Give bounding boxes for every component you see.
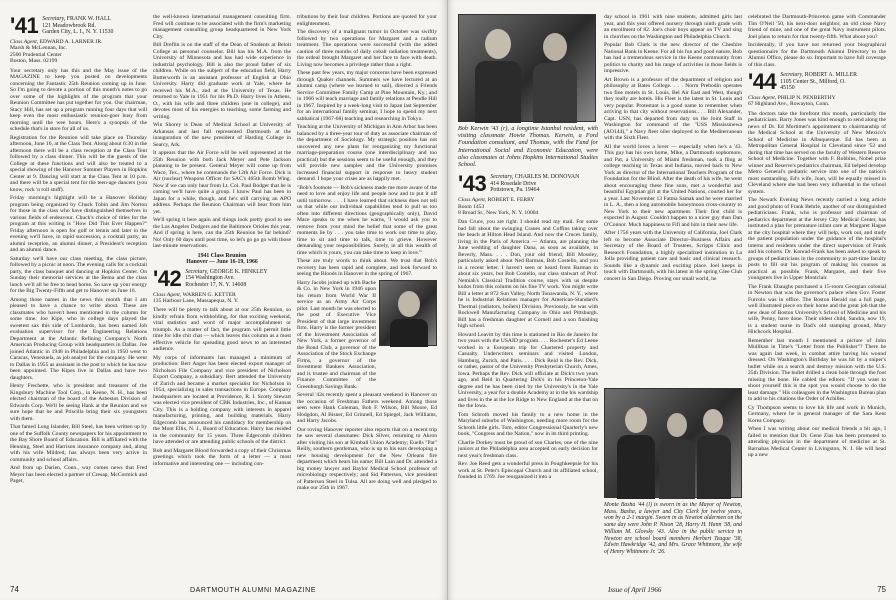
photo-face-2 (667, 413, 687, 437)
paragraph: the well-known international management consulting firm. Fred will continue to be associated with the firm's marketing management consulting group headquartered in New York City. (153, 14, 291, 40)
class-41-agent (10, 39, 147, 65)
secretary-address-2: Rochester 17, N. Y. 14608 (185, 281, 247, 288)
secretary-label: Secretary, (185, 268, 209, 275)
class-43-header (458, 171, 598, 197)
class-43-agent (458, 197, 598, 216)
paragraph: My corps of informants has managed a minimum of production: Bert Anger has been elected export manager of Nicholson File Company and vice president of Nicholson Export Company, a subsidiary. Bert attended the University of Zurich and became a market specialist for Nicholson in 1954, specializing in sales transactions in Europe. Company headquarters are located at Providence, R. I. Scotty Stewart was elected vice president of CBK Industries, Inc., of Kansas City. This is a holding company with interests in apparel manufacturing, printing, and building materials. Harry Edgecomb has announced his candidacy for membership on the Mont Ellis, N. J., Board of Education. Harry has resided in the community for 15 years. Three Edgecomb children have attended or are attending public schools of the district. (153, 354, 291, 446)
paragraph: day school in 1961 with nine students, admitted girls last year, and this year offered nursery through ninth grade with an enrollment of 82. Joe's choir boys appear on TV and sing in churches on the Washington and Philadelphia Church. (604, 14, 742, 40)
secretary-name: CHARLES M. DONOVAN (514, 174, 580, 181)
paragraph: These are truly words to think about. We trust that Bob's recovery has been rapid and complete, and look forward to seeing the Bloods in Hanover in the spring of 1967. (297, 258, 437, 277)
agent-label: Class Agent, (458, 197, 487, 204)
paragraph: Tom Schroth moved his family to a new home in the Maryland suburbs of Washington, needing more room for the Schroth little girls. Tom, editor Congressional Quarterly's new book, "Congress and the Nation," now in its third printing. (458, 411, 598, 438)
left-column-2 (153, 14, 291, 579)
secretary-address-2: 45150 (780, 85, 795, 92)
photo-face-3 (703, 409, 723, 433)
paragraph: Rev. Joe Reed gets a wonderful press in Poughkeepsie for his work at St. Peter's Episcopal Church and its affiliated school, founded in 1769. Joe reorganized it into a (458, 461, 598, 481)
agent-address-1: 67 Highland Ave., Rowayton, Conn. (748, 101, 830, 108)
agent-address-1: Room 1453 (458, 203, 485, 210)
paragraph: Charlie Dorkey must be proud of son Charles, one of the nine juniors at the Philadelphia area accepted on early decision for next year's freshman class. (458, 439, 598, 459)
paragraph: "Bob's footnote — Bob's sickness made me more aware of the need to love and enjoy life and people now and to put it off until tomorrow. . . . I have learned that sickness does not tell us that while our individual capabilities tend to pull us too often into different directions (geographically only), David Mace speaks to me when he warns, 'I would ask you to remove from your mind the belief that some of the great moments lie by . . . you take time to work out time to play, time to sit and time to talk, time to grieve. However demanding your responsibilities. Surely, in all this wealth of time which is yours, you can take time to keep in love.'" (297, 184, 437, 256)
photo-face-right (543, 33, 567, 61)
agent-address-1: 135 Harbour Lane, Massapequa, N. Y. (153, 297, 239, 304)
agent-name: WARREN G. KETTER (182, 291, 236, 298)
portrait-face (398, 291, 420, 317)
left-column-1 (10, 14, 147, 579)
paragraph: Dan Cruce, you are right. I should read my mail. For some bad fall about the swinging Cranes and Coffins taking over the beach at Hilton Head Island. And now the Cruces family, living in the Paris of America — Atlanta, are planning the June wedding of daughter Dana, as soon as available, in Beverly, Mass. . . . Don, your old friend, Bill Mossley, particularly asked about Ned Barman, Bob Costello, and you in a recent letter. I haven't seen or heard from Barman in about six years, but Bob Costello, our class stalwart of Prof. Nemiah's Classical Tradition course, stays with us despite kudos from this column on his fine TV work. You might write Bill a letter at 872 Sun Valley, North Tonawanda, N. Y., where he is Industrial Relations manager for American-Standard's Thermal (radiators, boilers) Division. Previously, he was with Rockwell Manufacturing Company in Ohio and Pittsburgh. Bill has a freshman daughter at Cornell and a son finishing high school. (458, 219, 598, 330)
photo-caption-kerwin: Bob Kerwin '43 (r), a longtime Istanbul resident, with visiting classmate Howie Thomas. Kerwin, a Ford Foundation consultant, and Thomas, with the Fund for International Social and Economic Education, were also classmates at Johns Hopkins International Studies School. (458, 125, 598, 169)
photo-figure-1 (617, 435, 655, 499)
paragraph: tributions by their four children. Portions are quoted for your enlightenment. (297, 14, 437, 27)
paragraph: Popular Bob Clark is the new director of the Cheshire National Bank in Keene. For all his fun and good nature, Bob has had a tremendous service in the Keene community from politics to charity and his range of activities in those fields is impressive. (604, 42, 742, 74)
secretary-label: Secretary, (780, 72, 804, 78)
paragraph: There will be plenty to talk about at our 25th Reunion, so kindly refrain from withholding, for that exciting weekend, vital statistics and word of major accomplishment or triumph. As a matter of fact, the program will permit little time for idle chit chat — which leaves this column as a most effective vehicle for spreading good news to an interested audience. (153, 307, 291, 353)
right-column-1 (458, 14, 598, 579)
class-41-header (10, 16, 147, 36)
paragraph: Registration for the Reunion will take place on Thursday afternoon, June 16, at the Class Tent. Along about 6:30 in the afternoon there will be a class reception at the Class Tent followed by a class dinner. This will be the guests of the College at these functions and will also be treated to a special showing of the Hanover Summer Players in Hopkins Center at 9. Dancing will start at the Class Tent at 10 p.m. and there will be a special tent for the teen-age dancers (you know, rock 'n roll stuff). (10, 134, 147, 193)
paragraph: Remember last month I mentioned a picture of John Mullikan in Time's "Letter from the Publisher"? There he was again last week, in combat attire having his wound dressed. On Washington's Birthday he was hit by a sniper's bullet while on a search and destroy mission with the U.S. 25th Division. The bullet drilled a clean hole through the foot missing the bone. He cabled the editors: "If you want to shoot yourself this is the spot you would choose to do the least damage." His colleagues in the Washington Bureau plan to add to his citations the Order of Achilles. (748, 337, 886, 403)
class-43-secretary (490, 174, 579, 194)
portrait-photo-harry-jacobs (379, 280, 437, 346)
secretary-address-1: 1105 Center St., Milford, O. (780, 78, 846, 85)
paragraph: Teaching at the University of Michigan in Ann Arbor has been balanced by a three-year tour of duty as associate chairman of the department of Sociology. My strategic position has not uncovered any new plans for reorganizing my functional marriage-preparation course (one interdisciplinary and too practical) but the sessions seem to be useful enough, and they will provide new samples and the University promises increased financial support in response to heavy student demand. I hope your crises are as happily met. (297, 124, 437, 182)
secretary-address-1: 121 Meadowbrook Rd. (42, 22, 96, 29)
photo-figure-left (475, 61, 521, 123)
class-41-secretary (42, 16, 113, 36)
paragraph: After 1756 years with the University of California, Joel Clark left to become Associate Director–Business Affairs and Secretary of the Board of Trustees, Scripps Clinic and Research Foundation, a highly specialized institution in La Jolla providing patient care and basic and clinical research. Sounds like a dynamic and exciting place. Joel keeps in touch with Dartmouth, with his latest in the spring Glee Club concert in San Diego. Proving our small world, he (604, 230, 742, 282)
agent-label: Class Agent, (748, 95, 777, 101)
page-number-left: 74 (10, 585, 19, 594)
paragraph: The Newark Evening News recently carried a long article and good photo of Frank Behrle, another of our distinguished pediatricians. Frank, who is professor and chairman of pediatrics department at the Jersey City Medical Center, has instituted a plan for premature infant care at Margaret Hague at the city hospital where they will help, work out, and study the patient population under the guidance of the hospital's interns and residents under the direct supervision of Frank and his cohorts. Dr. Konrad-Frank has been asked to speak to groups of pediatricians in the community to part-time faculty posts to fill out his program of making his courses as practical as possible. Frank, Margaret, and their five youngsters live in Upper Montclair. (748, 197, 886, 282)
reunion-dates: Hanover — June 16-19, 1966 (186, 259, 258, 265)
paragraph: Win Shorey is Dean of Medical School at University of Arkansas and last fall represented Dartmouth at the inauguration of the new president of Harding College in Searcy, Ark. (153, 122, 291, 148)
agent-name: PHILIP N. PENBERTHY (777, 95, 836, 101)
paragraph: All the world loves a lover — especially when he's a '43. This guy has his own home, Mike, a Dartmouth sophomore, and Pat, a University of Miami freshman, took a fling at college teaching in Texas and Indiana, moved back to New York as director of the International Teachers Program of the Foundation for the Blind. After the death of his wife, he went about encouraging these fine sons, met a wonderful and beautiful Egyptian girl at the United Nations, courted her for a year. Last November 13 Fatma Samak and he were married in L. A., then a long automobile honeymoon cross-country to New York to their new apartment. Their first child is expected in August. Couldn't happen to a nicer guy than Dan O'Connor. Much happiness to Fifi and him in their new life. (604, 143, 742, 228)
secretary-address-2: Pottstown, Pa. 19464 (490, 187, 540, 194)
agent-address-3: Boston, Mass. 02199 (10, 58, 58, 65)
reunion-title: 1941 Class Reunion (197, 252, 247, 259)
agent-address-2: 2500 Prudential Center (10, 51, 62, 58)
class-42-numeral: '42 (153, 265, 182, 291)
issue-label: Issue of April 1966 (608, 586, 662, 594)
page-number-right: 75 (877, 585, 886, 594)
class-42-agent (153, 292, 291, 305)
class-42-header (153, 265, 291, 291)
paragraph: Friday morning's highlight will be a Hanover Holiday program being organized by Chuck Tobin and Jim Norton for those in the class who have distinguished themselves in various fields of endeavour. Chuck's choice of titles for the program at this writing is "How Did This Ever Happen?" Friday afternoon is open for golf or tennis and later in the evening we'll have, in rapid succession, a cocktail party, an alumni reception, an alumni dinner, a President's reception and an alumni dance. (10, 195, 147, 254)
right-column-3 (748, 14, 886, 579)
paragraph: The doctors take the forefront this month, particularly the pediatricians. Barry Jones was kind enough to send along the news of Dr. Ed Mortimer's appointment to chairmanship of the Medical School at the University of New Mexico's School of Medicine in Albuquerque. Ed has been at Metropolitan General Hospital in Cleveland since '52 and during that time has served on the faculty of Western Reserve School of Medicine. Together with F. Robbins, Nobel prize winner and Reserve's pediatrics chairman, Ed helped develop Metro General's pediatric service into one of the nation's most outstanding. Ed's wife, Joan, will be equally missed in Cleveland where she had been very influential in the school system. (748, 110, 886, 195)
paragraph: Harry Jacobs joined up with Bache & Co. in New York in 1946 upon his return from World War II service as an Army Air Corps pilot. Last month he was elected to the post of Executive Vice President of that large investment firm. Harry is the former president of the Investment Association of New York, a former governor of the Bond Club, a governor of the Association of the Stock Exchange Firms, a governor of the Investment Bankers Association, and is trustee and chairman of the Finance Committee of the Greenburgh Savings Bank. (297, 279, 376, 390)
photo-caption-basha: Monte Basha '44 (l) is sworn in as the Mayor of Newton, Mass. Basha, a lawyer and City Clerk for twelve years, won by a 2-1 margin. Sworn in as Newton aldermen on the same day were John P. Nixon '28, Harry H. Hann '38, and William M. Glovsky '43. Also in the public service in Newton are school board members Herbert Teague '38, Edwin Hawkridge '42, and Mrs. Grace Whitmore, the wife of Henry Whitmore Jr. '26. (604, 502, 742, 555)
class-43-numeral: '43 (458, 171, 487, 197)
paragraph: Bob and Margaret Blood forwarded a copy of their Christmas greetings which took the form of a letter — a most informative and interesting one — including con- (153, 447, 291, 467)
portrait-suit (390, 319, 428, 347)
paragraph: That famed Long Islander, Bill Steel, has been written up by one of the Suffolk County newspapers for his appointment to the Bay Shore Board of Education. Bill is affiliated with the Henning, Steel and Harrison insurance company and, along with his wife Mildred, has always been very active in community and school affairs. (10, 424, 147, 463)
photo-figure-right (533, 63, 577, 123)
paragraph: When I was writing about our medical friends a bit ago, I failed to mention that Dr. Gene Zias has been promoted to attending physician in the department of medicine at St. Barnabas Medical Center in Livingston, N. J. He will head up a new (748, 426, 886, 459)
secretary-address-1: 414 Rosedale Drive (490, 180, 537, 187)
paragraph: Several '42s recently spent a pleasant weekend in Hanover on the occasion of Freshman Fathers weekend. Among those seen were Hank Coleman, Bob F. Wilson, Bill Moore, Ed Hodgdon, Al Bisner, Ed Grinnell, Ed Spiegel, Jack Williams, and Harry Jacobs. (297, 392, 437, 424)
left-column-3 (297, 14, 437, 579)
agent-address-1: Marsh & McLennan, Inc. (10, 45, 68, 52)
agent-name: EDWARD A. LARNER JR. (39, 39, 103, 45)
paragraph: The Frank Ebaughs purchased a 15-room Georgian colonial in Newton that was the governor's palace when Gov. Foster Furcolo was in office. The Boston Herald ran a full page, well illustrated piece on their home and the great job that the new dean of Boston University's School of Medicine and his wife, Penny, have done. Their oldest child, Sandra, now 19, is a student nurse in Dad's old stamping ground, Mary Hitchcock Hospital. (748, 283, 886, 336)
paragraph: Art Brown is a professor of the department of religion and philosophy at Bates College. . . . Norm Prebodin operates two fine motels in St. Louis, Bel Air East and West, though they really are hotels. His Fleet is the latest in St. Louis and very popular. Protestant is a good name to remember when arriving in that city without reservations.. . . Bill Alexander, Capt. USN, has departed from duty on the Joint Staff in Washington for command of the "USS Mississinewa (AO144)," a Navy fleet oiler deployed to the Mediterranean with the Sixth Fleet. (604, 76, 742, 141)
paragraph: Saturday we'll have our class meeting, the class picture, followed by a picnic at noon. The evening calls for a cocktail party, the class banquet and dancing at Hopkins Center. On Sunday their memorial services at the Bema and the class lunch we'll all be free to head home. So save up your energy for the Big Twenty-Fifth and get to Hanover on June 16. (10, 255, 147, 295)
paragraph: Incidentally, if you have not returned your biographical questionnaire for the Dartmouth Alumni Directory to the Alumni Office, please do so. Important to have full coverage of this class. (748, 42, 886, 68)
agent-label: Class Agent, (153, 291, 182, 298)
class-44-secretary (780, 72, 857, 92)
paragraph: Howard Leavitt by this time is stationed in Rio de Janeiro for two years with the USAID program. . . . Rochester's Ed Leene worked in a European trip for Chartered property and Casualty Underwriters seminars and visited London, Hamburg, Zurich, and Paris. . . . Dick Reid is the Rev. Dick, or rather, pastor of the University Presbyterian Church, Ames, Iowa. Perhaps the Rev. Dick will officiate at Dick's two years ago, and Reid in Quartering Dick's in his Princeton-Yale degree and he has been cited by the University's in the Yale University, a year for a double Academy at in the his wardship and lives in the at the Ice Ridge to New England at the that on the the Iowa. (458, 331, 598, 410)
secretary-label: Secretary, (42, 16, 66, 22)
paragraph: The discovery of a malignant tumor in October was swiftly followed by two operations for Margaret and a radium treatment. The operations were successful (with the added caution of three months of daily cobalt radiation treatments), the ordeal brought Margaret and her face to face with death. Living now becomes a privilege rather than a right. (297, 29, 437, 68)
class-44-numeral: '44 (748, 69, 777, 94)
secretary-address-2: Garden City, L. I., N. Y. 11530 (42, 29, 114, 36)
agent-name: ROBERT E. FERRY (487, 197, 535, 204)
paragraph: celebrated the Dartmouth-Princeton game with Commander Tim O'Neil '50, his next-door neighbor, an old close Navy friend of mine, and one of the great Navy instrument pilots. Joel plans to return for that twenty-fifth. What about you? (748, 14, 886, 40)
secretary-address-1: 154 Washington Ave. (185, 275, 235, 282)
class-42-secretary (185, 269, 267, 289)
photo-basha-swearing-in (604, 388, 742, 498)
photo-kerwin-thomas (458, 14, 596, 122)
paragraph: Among those names in the news this month that I am pleased to have a chance to write about. These are classmates who haven't been mentioned in the column for some time. Joe Kipe, who in college days played the sweetest sax this side of Lombardo, has been named Job evaluation supervisor for the Engineering Relations Department at the Atlantic Refining Company's North American Producing Group with headquarters in Dallas. Joe joined Atlantic in 1948 in Philadelphia and in 1950 went to Caracas, Venezuela, as job analyst for the company. He went to Dallas in 1955 as assistant in the post to which he has now been appointed. The Kipes live in Dallas and have two daughters. (10, 296, 147, 381)
paragraph: Your secretary only has this and the May issue of the MAGAZINE to keep you posted on developments concerning the Fantastic 25th Reunion coming up in June. So I'm going to devote a portion of this month's notes to go over some of the highlights of the program that your Reunion Committee has put together for you. Our chairman, Stacy Hill, has set up a program running four days that will keep even the most enthusiastic reunion-goer busy from morning until the wee hours. Here's a synopsis of the schedule that's in store for all of us. (10, 67, 147, 133)
secretary-label: Secretary, (490, 174, 514, 181)
secretary-name: ROBERT A. MILLER (804, 72, 857, 78)
agent-label: Class Agent, (10, 39, 39, 45)
paragraph: These past few years, my major concerns have been expressed through Quaker channels. Summers we have lectured at an alumni camp (where we learned to sail), directed a Friends Service Committee Family Camp at Pine Mountain, Ky.; and in 1966 will teach marriage and family relations at Pendle Hill in 1967. Inspired by a week-long visit to Japan last September for an international family seminar, I hope to spend my next sabbatical (1967-68) teaching and researching in Tokyo. (297, 70, 437, 122)
agent-address-2: 8 Broad St., New York, N. Y. 10004 (458, 210, 539, 217)
magazine-name: DARTMOUTH ALUMNI MAGAZINE (190, 587, 317, 594)
class-44-header (748, 69, 886, 94)
photo-face-left (485, 29, 511, 59)
photo-figure-2 (659, 439, 695, 499)
paragraph: It appears that the Air Force will be well represented at the 25th Reunion with both Jack Meyer and Pete Jackson planning to be present. General Meyer will come up from Waco, Tex., where he commands the 12th Air Force. Dick is Air (nuclear) Weapons Officer for SAC's 465th Bomb Wing. Now if we can only hear from Lt. Col. Paul Bodger that he is coming we'll have quite a group. I know Paul has been in Japan for a while, though, and he's still carrying an APO address. Perhaps the Reunion Chairman will hear from him yet. (153, 150, 291, 215)
secretary-name: FRANK W. HALL (66, 16, 112, 22)
right-page (448, 0, 896, 600)
paragraph: And from up Darien, Conn., way comes news that Fred Meyer has been elected a partner of Cresap, McCormick and Paget, (10, 465, 147, 485)
paragraph: We'll spring it here again and things look pretty good to see the Los Angeles Dodgers and the Baltimore Orioles this year. And if spring is here, can the 25th Reunion be far behind? No! Only 60 days until post time, so let's go go go with those last-minute reservations. (153, 217, 291, 249)
photo-face-1 (625, 407, 647, 433)
class-41-numeral: '41 (10, 14, 39, 38)
paragraph: Bill Dreflin is on the staff of the Dean of Students at Beloit College as personal counselor. Bill has his M.A. from the University of Minnesota and has had wide experience in industrial psychology. Bill is also the proud father of six children. While on the subject of the education field, Harry Butterworth is an assistant professor of English at Ohio University. Harry did graduate work at Yale, where he received his M.A., and at the University of Texas. He returned to Yale in 1951 for his Ph.D. Harry lives in Athens, O., with his wife and three children (one in college), and devotes most of his energies to teaching, some farming and writing. (153, 42, 291, 120)
photo-figure-3 (697, 435, 731, 499)
paragraph: Cy Thompson seems to love his life and work in Munich, Germany, where he is general manager of the Sara Kent Korea Company. (748, 404, 886, 424)
secretary-name: GEORGE K. HINKLEY (209, 268, 268, 275)
paragraph: Our roving Hanover reporter also reports that on a recent trip he saw several classmates: Dick Silver, returning to Akron after visiting his son at Kimball Union Academy; Euells "Pat" Reilly, southern gentleman, who is up to his ears developing a new housing development for the New Orleans fire department which bears his name; Bill Lain and Dr. attended a big money lawyer and Baylor Medical School professor of microbiology respectively; and Sid Patterson, vice president of Patterson Steel in Tulsa. All are doing well and pledged to make our 25th in 1967. (297, 426, 437, 491)
reunion-notice (153, 253, 291, 266)
class-44-agent (748, 95, 886, 108)
paragraph: Henry Frechette, who is president and treasurer of the Kingsbury Machine Tool Corp., in Keene, N. H., has been elected chairman of the board of the Asbestos Division of Edwards Corp. We'll be seeing Hank at the Reunion and we sure hope that he and Priscilla bring their six youngsters with them. (10, 383, 147, 422)
